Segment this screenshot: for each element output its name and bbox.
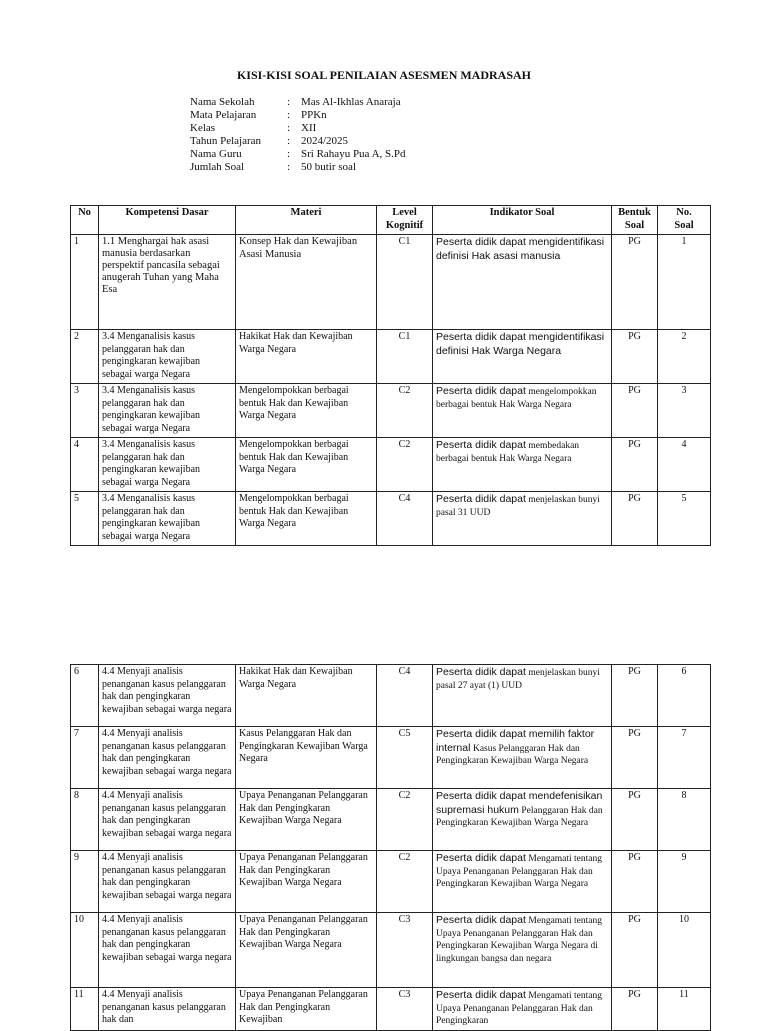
table-row [71, 789, 711, 851]
info-label: Nama Guru [190, 148, 242, 160]
header-bentuk-line2: Soal [624, 219, 645, 231]
cell-materi: Mengelompokkan berbagai bentuk Hak dan Kewajiban Warga Negara [236, 384, 377, 438]
indikator-lead: Peserta didik dapat [436, 493, 526, 505]
header-nosoal-line2: Soal [674, 219, 694, 231]
info-label: Kelas [190, 122, 216, 134]
info-separator: : [287, 122, 291, 134]
info-row [190, 148, 406, 161]
cell-no: 9 [71, 851, 99, 913]
cell-level: C2 [377, 851, 433, 913]
info-label: Nama Sekolah [190, 96, 255, 108]
cell-materi: Hakikat Hak dan Kewajiban Warga Negara [236, 665, 377, 727]
info-row [190, 135, 406, 148]
indikator-rest: Mengamati tentang Upaya Penanganan Pelanggaran Hak dan Pengingkaran Kewajiban Warga Negara di lingkungan bangsa dan negara [436, 916, 603, 964]
cell-indikator [433, 913, 612, 988]
info-separator: : [287, 161, 291, 173]
cell-indikator [433, 235, 612, 330]
header-bentuk-soal [612, 206, 658, 235]
info-value: Sri Rahayu Pua A, S.Pd [301, 148, 406, 160]
cell-bentuk: PG [612, 913, 658, 988]
header-level-kognitif [377, 206, 433, 235]
indikator-rest: Kasus Pelanggaran Hak dan Pengingkaran Kewajiban Warga Negara [436, 743, 589, 766]
cell-bentuk: PG [612, 330, 658, 384]
cell-no: 1 [71, 235, 99, 330]
cell-no: 8 [71, 789, 99, 851]
cell-no: 7 [71, 727, 99, 789]
indikator-rest: menjelaskan bunyi pasal 27 ayat (1) UUD [436, 668, 600, 691]
cell-indikator [433, 789, 612, 851]
cell-materi: Mengelompokkan berbagai bentuk Hak dan Kewajiban Warga Negara [236, 438, 377, 492]
header-level-line1: Level [392, 207, 417, 218]
cell-no-soal: 2 [658, 330, 711, 384]
cell-bentuk: PG [612, 492, 658, 546]
info-row [190, 122, 406, 135]
table-row [71, 235, 711, 330]
header-kompetensi-dasar: Kompetensi Dasar [99, 206, 236, 235]
cell-no: 6 [71, 665, 99, 727]
table-header-row [71, 206, 711, 235]
info-row [190, 109, 406, 122]
info-label: Jumlah Soal [190, 161, 245, 173]
cell-kompetensi-dasar: 3.4 Menganalisis kasus pelanggaran hak dan pengingkaran kewajiban sebagai warga Negara [99, 492, 236, 546]
cell-bentuk: PG [612, 988, 658, 1031]
cell-indikator [433, 851, 612, 913]
indikator-lead: Peserta didik dapat [436, 914, 526, 926]
header-materi: Materi [236, 206, 377, 235]
header-nosoal-line1: No. [676, 207, 692, 218]
indikator-lead: Peserta didik dapat memilih faktor internal [436, 728, 595, 754]
cell-no: 11 [71, 988, 99, 1031]
cell-bentuk: PG [612, 438, 658, 492]
indikator-lead: Peserta didik dapat [436, 439, 526, 451]
table-row [71, 384, 711, 438]
cell-indikator [433, 384, 612, 438]
cell-bentuk: PG [612, 384, 658, 438]
cell-no-soal: 10 [658, 913, 711, 988]
table-row [71, 851, 711, 913]
table-row [71, 727, 711, 789]
info-separator: : [287, 96, 291, 108]
document-info [190, 96, 406, 174]
cell-no-soal: 8 [658, 789, 711, 851]
indikator-rest: mengelompokkan berbagai bentuk Hak Warga Negara [436, 387, 597, 410]
indikator-rest: Mengamati tentang Upaya Penanganan Pelanggaran Hak dan Pengingkaran [436, 991, 603, 1026]
cell-materi: Upaya Penanganan Pelanggaran Hak dan Pengingkaran Kewajiban [236, 988, 377, 1031]
indikator-lead: Peserta didik dapat [436, 852, 526, 864]
info-value: 50 butir soal [301, 161, 356, 173]
cell-level: C2 [377, 384, 433, 438]
cell-materi: Upaya Penanganan Pelanggaran Hak dan Pengingkaran Kewajiban Warga Negara [236, 913, 377, 988]
cell-no-soal: 6 [658, 665, 711, 727]
cell-indikator [433, 330, 612, 384]
kisi-kisi-table-page-2 [70, 664, 711, 1031]
cell-level: C2 [377, 438, 433, 492]
cell-indikator [433, 492, 612, 546]
header-level-line2: Kognitif [385, 219, 424, 231]
cell-level: C3 [377, 913, 433, 988]
document-title: KISI-KISI SOAL PENILAIAN ASESMEN MADRASAH [236, 68, 532, 82]
cell-kompetensi-dasar: 4.4 Menyaji analisis penanganan kasus pelanggaran hak dan pengingkaran kewajiban sebagai warga negara [99, 665, 236, 727]
cell-indikator [433, 727, 612, 789]
indikator-rest: menjelaskan bunyi pasal 31 UUD [436, 495, 600, 518]
table-row [71, 492, 711, 546]
cell-bentuk: PG [612, 789, 658, 851]
cell-indikator [433, 665, 612, 727]
cell-level: C5 [377, 727, 433, 789]
info-label: Mata Pelajaran [190, 109, 257, 121]
indikator-lead: Peserta didik dapat [436, 385, 526, 397]
cell-kompetensi-dasar: 3.4 Menganalisis kasus pelanggaran hak dan pengingkaran kewajiban sebagai warga Negara [99, 330, 236, 384]
cell-no-soal: 4 [658, 438, 711, 492]
cell-no-soal: 3 [658, 384, 711, 438]
cell-bentuk: PG [612, 665, 658, 727]
cell-no: 4 [71, 438, 99, 492]
header-indikator-soal: Indikator Soal [433, 206, 612, 235]
header-no-soal [658, 206, 711, 235]
cell-level: C1 [377, 235, 433, 330]
cell-kompetensi-dasar: 4.4 Menyaji analisis penanganan kasus pelanggaran hak dan pengingkaran kewajiban sebagai warga negara [99, 851, 236, 913]
cell-indikator [433, 438, 612, 492]
indikator-lead: Peserta didik dapat mengidentifikasi definisi Hak asasi manusia [436, 236, 605, 262]
info-separator: : [287, 148, 291, 160]
info-row [190, 161, 406, 174]
cell-bentuk: PG [612, 727, 658, 789]
cell-materi: Mengelompokkan berbagai bentuk Hak dan Kewajiban Warga Negara [236, 492, 377, 546]
cell-no-soal: 1 [658, 235, 711, 330]
info-row [190, 96, 406, 109]
indikator-rest: membedakan berbagai bentuk Hak Warga Negara [436, 441, 580, 464]
cell-no-soal: 5 [658, 492, 711, 546]
cell-bentuk: PG [612, 851, 658, 913]
cell-no: 3 [71, 384, 99, 438]
info-separator: : [287, 135, 291, 147]
cell-kompetensi-dasar: 3.4 Menganalisis kasus pelanggaran hak dan pengingkaran kewajiban sebagai warga Negara [99, 438, 236, 492]
indikator-lead: Peserta didik dapat [436, 989, 526, 1001]
cell-level: C3 [377, 988, 433, 1031]
indikator-lead: Peserta didik dapat [436, 666, 526, 678]
header-bentuk-line1: Bentuk [618, 207, 651, 218]
cell-kompetensi-dasar: 4.4 Menyaji analisis penanganan kasus pelanggaran hak dan [99, 988, 236, 1031]
indikator-lead: Peserta didik dapat mengidentifikasi definisi Hak Warga Negara [436, 331, 605, 357]
cell-materi: Hakikat Hak dan Kewajiban Warga Negara [236, 330, 377, 384]
cell-kompetensi-dasar: 1.1 Menghargai hak asasi manusia berdasarkan perspektif pancasila sebagai anugerah Tuhan yang Maha Esa [99, 235, 236, 330]
cell-kompetensi-dasar: 4.4 Menyaji analisis penanganan kasus pelanggaran hak dan pengingkaran kewajiban sebagai warga negara [99, 913, 236, 988]
info-value: Mas Al-Ikhlas Anaraja [301, 96, 401, 108]
table-row [71, 330, 711, 384]
table-row [71, 665, 711, 727]
indikator-rest: Pelanggaran Hak dan Pengingkaran Kewajiban Warga Negara [436, 805, 603, 828]
cell-kompetensi-dasar: 3.4 Menganalisis kasus pelanggaran hak dan pengingkaran kewajiban sebagai warga Negara [99, 384, 236, 438]
info-separator: : [287, 109, 291, 121]
cell-materi: Konsep Hak dan Kewajiban Asasi Manusia [236, 235, 377, 330]
cell-bentuk: PG [612, 235, 658, 330]
kisi-kisi-table-page-1 [70, 205, 711, 546]
cell-kompetensi-dasar: 4.4 Menyaji analisis penanganan kasus pelanggaran hak dan pengingkaran kewajiban sebagai warga negara [99, 789, 236, 851]
info-value: PPKn [301, 109, 327, 121]
cell-level: C2 [377, 789, 433, 851]
cell-kompetensi-dasar: 4.4 Menyaji analisis penanganan kasus pelanggaran hak dan pengingkaran kewajiban sebagai warga negara [99, 727, 236, 789]
cell-no: 10 [71, 913, 99, 988]
cell-no: 2 [71, 330, 99, 384]
cell-materi: Upaya Penanganan Pelanggaran Hak dan Pengingkaran Kewajiban Warga Negara [236, 789, 377, 851]
cell-materi: Kasus Pelanggaran Hak dan Pengingkaran Kewajiban Warga Negara [236, 727, 377, 789]
cell-level: C4 [377, 492, 433, 546]
indikator-rest: Mengamati tentang Upaya Penanganan Pelanggaran Hak dan Pengingkaran Kewajiban Warga Negara [436, 854, 603, 889]
cell-materi: Upaya Penanganan Pelanggaran Hak dan Pengingkaran Kewajiban Warga Negara [236, 851, 377, 913]
cell-no: 5 [71, 492, 99, 546]
info-value: XII [301, 122, 317, 134]
table-row [71, 438, 711, 492]
cell-level: C4 [377, 665, 433, 727]
indikator-lead: Peserta didik dapat mendefenisikan supremasi hukum [436, 790, 603, 816]
table-row [71, 913, 711, 988]
cell-no-soal: 11 [658, 988, 711, 1031]
header-no: No [71, 206, 99, 235]
cell-no-soal: 9 [658, 851, 711, 913]
cell-no-soal: 7 [658, 727, 711, 789]
info-label: Tahun Pelajaran [190, 135, 262, 147]
info-value: 2024/2025 [301, 135, 349, 147]
cell-level: C1 [377, 330, 433, 384]
